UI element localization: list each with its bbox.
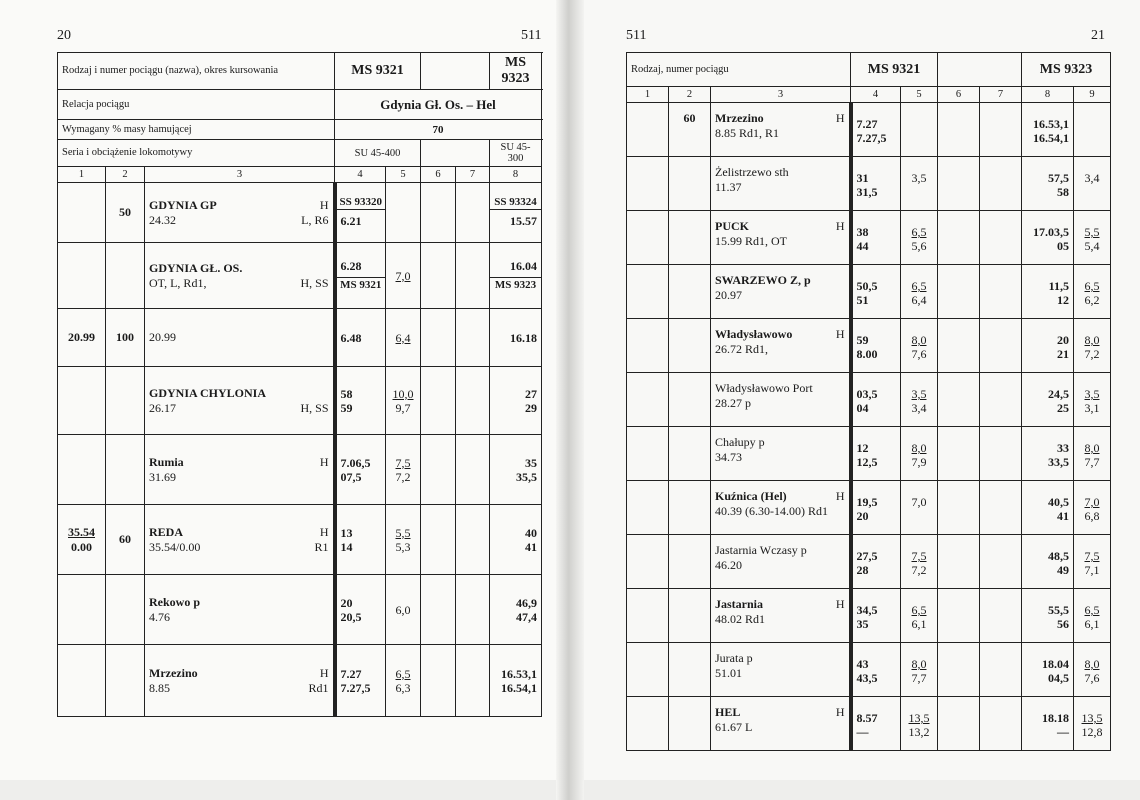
run-time: 6,5	[1084, 279, 1100, 293]
station-row	[627, 373, 1111, 427]
run-time: 6,5	[395, 666, 411, 681]
run-time: 6,5	[911, 225, 927, 239]
speed-limit	[669, 589, 711, 643]
time: 16.53,1	[501, 666, 538, 681]
time: 40	[525, 525, 538, 540]
run-time: 6,8	[1084, 509, 1100, 523]
station-name: Rumia	[149, 454, 184, 469]
column-number: 3	[711, 87, 851, 103]
time: 7.27,5	[856, 131, 887, 145]
run-time: 13,2	[908, 725, 930, 739]
run-time: 8,0	[911, 441, 927, 455]
time: 05	[1057, 239, 1069, 253]
station-km: 15.99 Rd1, OT	[715, 234, 787, 248]
station-km: 34.73	[715, 450, 742, 464]
station-name: Jurata p	[715, 651, 753, 665]
time: 27,5	[856, 549, 878, 563]
time: 8.57	[856, 711, 878, 725]
time: 58	[340, 386, 353, 401]
time: 12	[856, 441, 869, 455]
time: 07,5	[340, 469, 362, 484]
station-km: 48.02 Rd1	[715, 612, 766, 626]
run-time: 7,1	[1084, 563, 1100, 577]
station-name: Jastarnia	[715, 597, 763, 611]
time: —	[1057, 725, 1069, 739]
train-label: MS 9321	[337, 277, 386, 292]
loco-label: Seria i obciążenie lokomotywy	[58, 140, 335, 167]
time: 16.04	[510, 259, 538, 273]
time: 03,5	[856, 387, 878, 401]
run-time: 6,0	[395, 602, 411, 617]
station-flag: H	[319, 197, 329, 212]
train-number-label: Rodzaj i numer pociągu (nazwa), okres kursowania	[58, 53, 335, 90]
station-row	[627, 427, 1111, 481]
brake-value: 70	[335, 120, 542, 140]
time: 50,5	[856, 279, 878, 293]
station-km: 35.54/0.00	[149, 539, 201, 554]
run-time: 7,7	[911, 671, 927, 685]
speed-limit	[669, 535, 711, 589]
run-time: 6,1	[1084, 617, 1100, 631]
run-time: 3,5	[911, 387, 927, 401]
column-number: 4	[851, 87, 901, 103]
time: 7.06,5	[340, 455, 371, 470]
station-row	[58, 575, 542, 645]
station-km: 46.20	[715, 558, 742, 572]
time: 6.48	[340, 330, 362, 345]
station-flag: H	[835, 327, 845, 341]
time: 43,5	[856, 671, 878, 685]
station-km: 31.69	[149, 469, 176, 484]
station-name: Kuźnica (Hel)	[715, 489, 787, 503]
run-time: 6,4	[395, 330, 411, 345]
speed-limit	[106, 243, 145, 309]
time: 12,5	[856, 455, 878, 469]
station-name: GDYNIA GP	[149, 197, 217, 212]
page-number: 21	[1091, 28, 1105, 43]
run-time: 7,0	[1084, 495, 1100, 509]
run-time: 6,2	[1084, 293, 1100, 307]
loco-ms9323: SU 45-300	[490, 140, 542, 167]
run-time: 8,0	[911, 657, 927, 671]
train-header-ms9323: MS 9323	[490, 53, 542, 90]
speed-limit	[669, 643, 711, 697]
time: 7.27,5	[340, 680, 371, 695]
km-mark: 35.54	[68, 524, 95, 539]
time: 20	[856, 509, 869, 523]
train-header-ms9323: MS 9323	[1022, 53, 1111, 87]
column-number: 7	[980, 87, 1022, 103]
time: 35	[856, 617, 869, 631]
station-km: 26.17	[149, 400, 176, 415]
speed-limit: 50	[106, 183, 145, 243]
time: 41	[525, 539, 538, 554]
page-number: 511	[626, 28, 647, 43]
time: 13	[340, 525, 353, 540]
station-row	[627, 211, 1111, 265]
time: 46,9	[516, 595, 538, 610]
run-time: 7,2	[911, 563, 927, 577]
station-row	[58, 645, 542, 717]
station-flag: H	[319, 665, 329, 680]
speed-limit	[669, 373, 711, 427]
speed-limit	[669, 157, 711, 211]
time: 51	[856, 293, 869, 307]
time: 16.54,1	[501, 680, 538, 695]
time: 6.28	[340, 259, 362, 273]
speed-limit: 60	[106, 505, 145, 575]
time: 7.27	[856, 117, 878, 131]
station-name: Mrzezino	[149, 665, 198, 680]
time: 20	[340, 595, 353, 610]
run-time: 13,5	[1081, 711, 1103, 725]
station-km: 24.32	[149, 212, 176, 227]
time: 47,4	[516, 609, 538, 624]
speed-limit	[106, 435, 145, 505]
time: 29	[525, 400, 538, 415]
station-flag: H	[319, 524, 329, 539]
station-km: 8.85	[149, 680, 170, 695]
time: 18.04	[1042, 657, 1069, 671]
loco-ms9321: SU 45-400	[335, 140, 421, 167]
run-time: 7,2	[395, 469, 411, 484]
time: 35	[525, 455, 538, 470]
station-row	[627, 319, 1111, 373]
station-flag: H	[835, 705, 845, 719]
time: 31,5	[856, 185, 878, 199]
book-gutter	[556, 0, 584, 800]
time: 41	[1057, 509, 1069, 523]
time: 38	[856, 225, 869, 239]
station-row	[58, 183, 542, 243]
station-row	[627, 643, 1111, 697]
speed-limit	[106, 645, 145, 717]
time: 18.18	[1042, 711, 1069, 725]
column-number: 6	[421, 167, 456, 183]
station-km: 11.37	[715, 180, 742, 194]
column-number: 6	[938, 87, 980, 103]
brake-label: Wymagany % masy hamującej	[58, 120, 335, 140]
time: 43	[856, 657, 869, 671]
column-number: 7	[456, 167, 490, 183]
time: 6.21	[340, 214, 362, 228]
column-number: 8	[1022, 87, 1074, 103]
time: 34,5	[856, 603, 878, 617]
station-km: 51.01	[715, 666, 742, 680]
column-number: 2	[106, 167, 145, 183]
speed-limit	[106, 575, 145, 645]
station-row	[58, 309, 542, 367]
station-name: REDA	[149, 524, 184, 539]
station-row	[627, 265, 1111, 319]
column-number: 8	[490, 167, 542, 183]
station-name: GDYNIA CHYLONIA	[149, 385, 267, 400]
time: 20,5	[340, 609, 362, 624]
run-time: 7,2	[1084, 347, 1100, 361]
column-number: 5	[901, 87, 938, 103]
run-time: 6,1	[911, 617, 927, 631]
time: 04,5	[1048, 671, 1069, 685]
run-time: 7,9	[911, 455, 927, 469]
station-row	[58, 505, 542, 575]
timetable-right	[626, 52, 1111, 751]
run-time: 5,4	[1084, 239, 1100, 253]
time: 27	[525, 386, 538, 401]
time: 04	[856, 401, 869, 415]
time: 14	[340, 539, 353, 554]
station-row	[58, 367, 542, 435]
speed-limit	[106, 367, 145, 435]
station-flag: H	[835, 219, 845, 233]
train-number-label: Rodzaj, numer pociągu	[627, 53, 851, 87]
run-time: 3,5	[1084, 387, 1100, 401]
column-number: 2	[669, 87, 711, 103]
station-km: 20.97	[715, 288, 742, 302]
column-number: 1	[627, 87, 669, 103]
station-km: 8.85 Rd1, R1	[715, 126, 780, 140]
speed-limit: 60	[669, 103, 711, 157]
station-flag: H	[835, 597, 845, 611]
time: 15.57	[510, 214, 538, 228]
run-time: 5,3	[395, 539, 411, 554]
run-time: 5,6	[911, 239, 927, 253]
time: 8.00	[856, 347, 878, 361]
run-time: 7,7	[1084, 455, 1100, 469]
station-notes: H, SS	[300, 400, 329, 415]
time: 28	[856, 563, 869, 577]
run-time: 7,5	[1084, 549, 1100, 563]
run-time: 3,4	[1084, 171, 1100, 185]
time: 33,5	[1048, 455, 1069, 469]
time: 40,5	[1048, 495, 1069, 509]
station-name: PUCK	[715, 219, 749, 233]
connecting-train: SS 93320	[337, 195, 386, 210]
page-number: 511	[521, 28, 542, 43]
time: 25	[1057, 401, 1069, 415]
run-time: 10,0	[392, 386, 414, 401]
station-row	[627, 589, 1111, 643]
time: 49	[1057, 563, 1069, 577]
run-time: 6,5	[1084, 603, 1100, 617]
timetable-left	[57, 52, 542, 717]
run-time: 6,4	[911, 293, 927, 307]
station-notes: H, SS	[300, 275, 329, 290]
run-time: 6,5	[911, 603, 927, 617]
time: 59	[340, 400, 353, 415]
speed-limit	[669, 697, 711, 751]
run-time: 3,1	[1084, 401, 1100, 415]
station-name: Żelistrzewo sth	[715, 165, 789, 179]
station-name: Władysławowo	[715, 327, 793, 341]
station-name: SWARZEWO Z, p	[715, 273, 811, 287]
km-mark: 0.00	[71, 539, 92, 554]
column-number: 9	[1074, 87, 1111, 103]
page-number: 20	[57, 28, 71, 43]
column-number: 1	[58, 167, 106, 183]
station-row	[627, 481, 1111, 535]
station-km: 20.99	[149, 330, 176, 344]
time: 12	[1057, 293, 1069, 307]
run-time: 7,0	[911, 495, 927, 509]
train-header-ms9321: MS 9321	[851, 53, 938, 87]
column-number: 3	[145, 167, 335, 183]
run-time: 8,0	[1084, 441, 1100, 455]
station-name: HEL	[715, 705, 741, 719]
time: —	[856, 725, 869, 739]
run-time: 7,5	[911, 549, 927, 563]
station-name: Rekowo p	[149, 594, 201, 609]
time: 56	[1057, 617, 1069, 631]
speed-limit	[669, 265, 711, 319]
station-flag: H	[835, 489, 845, 503]
time: 48,5	[1048, 549, 1069, 563]
run-time: 9,7	[395, 400, 411, 415]
station-name: Mrzezino	[715, 111, 764, 125]
speed-limit	[669, 481, 711, 535]
station-name: GDYNIA GŁ. OS.	[149, 260, 243, 275]
run-time: 3,4	[911, 401, 927, 415]
time: 11,5	[1048, 279, 1069, 293]
station-name: Chałupy p	[715, 435, 765, 449]
run-time: 3,5	[911, 171, 927, 185]
station-flag: H	[319, 454, 329, 469]
run-time: 7,5	[395, 455, 411, 470]
time: 59	[856, 333, 869, 347]
relation-label: Relacja pociągu	[58, 90, 335, 120]
train-header-ms9321: MS 9321	[335, 53, 421, 90]
speed-limit	[669, 427, 711, 481]
time: 16.18	[510, 330, 538, 345]
station-row	[58, 243, 542, 309]
station-name: Jastarnia Wczasy p	[715, 543, 807, 557]
station-row	[627, 103, 1111, 157]
run-time: 7,6	[911, 347, 927, 361]
station-km: OT, L, Rd1,	[149, 275, 207, 290]
time: 35,5	[516, 469, 538, 484]
time: 16.53,1	[1033, 117, 1069, 131]
station-row	[58, 435, 542, 505]
time: 24,5	[1048, 387, 1069, 401]
station-notes: R1	[314, 539, 329, 554]
relation-value: Gdynia Gł. Os. – Hel	[335, 90, 542, 120]
run-time: 6,3	[395, 680, 411, 695]
km-mark: 20.99	[68, 330, 95, 344]
station-km: 26.72 Rd1,	[715, 342, 769, 356]
station-name: Władysławowo Port	[715, 381, 813, 395]
train-label: MS 9323	[490, 277, 541, 292]
station-row	[627, 535, 1111, 589]
station-km: 4.76	[149, 609, 170, 624]
station-notes: L, R6	[301, 212, 329, 227]
run-time: 8,0	[1084, 657, 1100, 671]
station-row	[627, 697, 1111, 751]
station-notes: Rd1	[308, 680, 329, 695]
station-km: 40.39 (6.30-14.00) Rd1	[715, 504, 828, 518]
time: 7.27	[340, 666, 362, 681]
run-time: 8,0	[1084, 333, 1100, 347]
speed-limit: 100	[106, 309, 145, 367]
station-km: 61.67 L	[715, 720, 753, 734]
time: 20	[1057, 333, 1069, 347]
time: 16.54,1	[1033, 131, 1069, 145]
run-time: 7,0	[395, 268, 411, 283]
time: 31	[856, 171, 869, 185]
column-number: 5	[386, 167, 421, 183]
time: 21	[1057, 347, 1069, 361]
speed-limit	[669, 211, 711, 265]
run-time: 8,0	[911, 333, 927, 347]
time: 17.03,5	[1033, 225, 1069, 239]
station-km: 28.27 p	[715, 396, 751, 410]
station-row	[627, 157, 1111, 211]
station-flag: H	[835, 111, 845, 125]
run-time: 13,5	[908, 711, 930, 725]
speed-limit	[669, 319, 711, 373]
time: 19,5	[856, 495, 878, 509]
time: 33	[1057, 441, 1069, 455]
run-time: 12,8	[1081, 725, 1103, 739]
run-time: 6,5	[911, 279, 927, 293]
run-time: 5,5	[1084, 225, 1100, 239]
time: 44	[856, 239, 869, 253]
column-number: 4	[335, 167, 386, 183]
time: 57,5	[1048, 171, 1069, 185]
run-time: 7,6	[1084, 671, 1100, 685]
time: 58	[1057, 185, 1069, 199]
connecting-train: SS 93324	[490, 195, 541, 210]
time: 55,5	[1048, 603, 1069, 617]
run-time: 5,5	[395, 525, 411, 540]
